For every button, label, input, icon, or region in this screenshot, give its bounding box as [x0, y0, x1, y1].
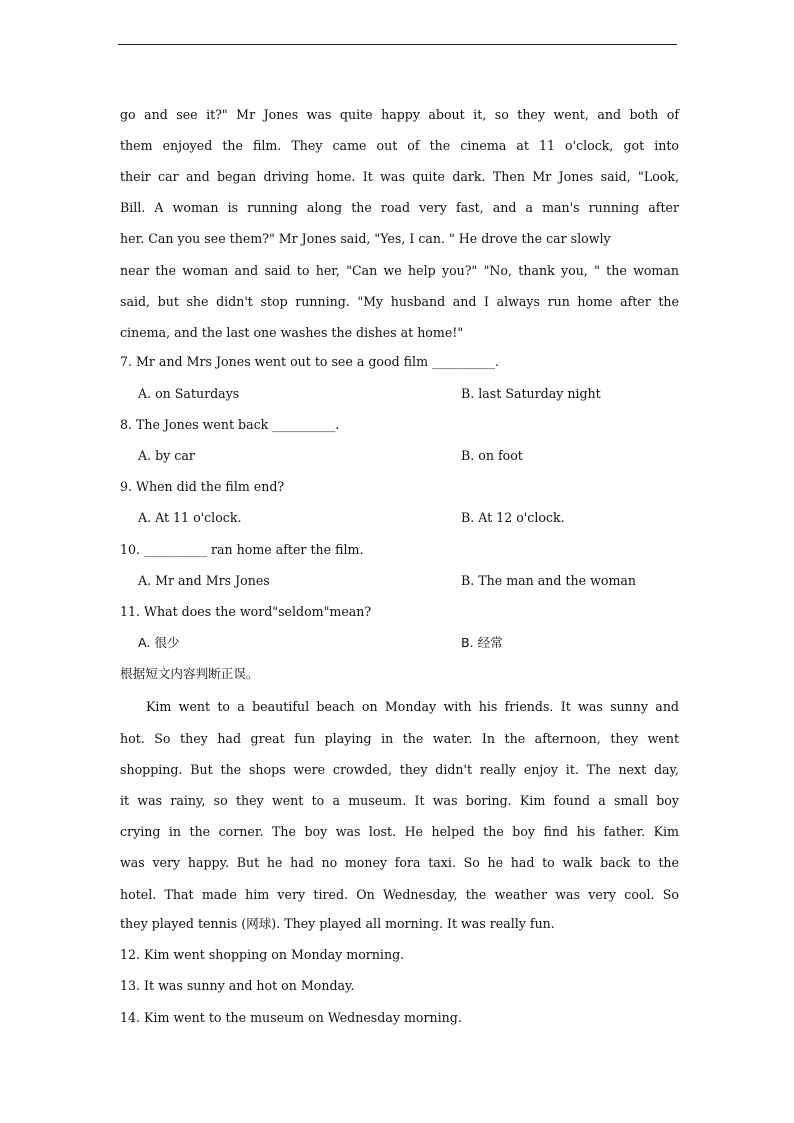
passage-line: their car and began driving home. It was quite dark. Then Mr Jones said, "Look, — [120, 169, 679, 184]
question-stem: 11. What does the word"seldom"mean? — [120, 604, 372, 619]
passage-line: them enjoyed the film. They came out of the cinema at 11 o'clock, got into — [120, 138, 679, 153]
option-b: B. on foot — [461, 448, 523, 463]
statement: 14. Kim went to the museum on Wednesday morning. — [120, 1010, 462, 1025]
option-b: B. At 12 o'clock. — [461, 510, 565, 525]
option-a: A. 很少 — [138, 635, 180, 650]
passage-line: crying in the corner. The boy was lost. He helped the boy find his father. Kim — [120, 824, 679, 839]
passage-line: it was rainy, so they went to a museum. It was boring. Kim found a small boy — [120, 793, 679, 808]
option-b: B. 经常 — [461, 635, 503, 650]
passage-line: hotel. That made him very tired. On Wednesday, the weather was very cool. So — [120, 887, 679, 902]
statement: 13. It was sunny and hot on Monday. — [120, 978, 355, 993]
passage-line: her. Can you see them?" Mr Jones said, "Yes, I can. " He drove the car slowly — [120, 231, 611, 246]
question-stem: 7. Mr and Mrs Jones went out to see a good film __________. — [120, 354, 499, 369]
passage-line: shopping. But the shops were crowded, they didn't really enjoy it. The next day, — [120, 762, 679, 777]
option-a: A. by car — [138, 448, 195, 463]
passage-line: said, but she didn't stop running. "My husband and I always run home after the — [120, 294, 679, 309]
passage-line: Kim went to a beautiful beach on Monday with his friends. It was sunny and — [146, 699, 679, 714]
question-stem: 8. The Jones went back __________. — [120, 417, 340, 432]
statement: 12. Kim went shopping on Monday morning. — [120, 947, 405, 962]
question-stem: 9. When did the film end? — [120, 479, 285, 494]
passage-line: cinema, and the last one washes the dishes at home!" — [120, 325, 464, 340]
header-rule — [118, 44, 677, 45]
passage-line: they played tennis (网球). They played all morning. It was really fun. — [120, 916, 555, 931]
passage-line: was very happy. But he had no money fora taxi. So he had to walk back to the — [120, 855, 679, 870]
question-stem: 10. __________ ran home after the film. — [120, 542, 364, 557]
option-b: B. last Saturday night — [461, 386, 601, 401]
passage-line: Bill. A woman is running along the road very fast, and a man's running after — [120, 200, 679, 215]
option-a: A. At 11 o'clock. — [138, 510, 242, 525]
passage-line: go and see it?" Mr Jones was quite happy about it, so they went, and both of — [120, 107, 679, 122]
passage-line: hot. So they had great fun playing in the water. In the afternoon, they went — [120, 731, 679, 746]
option-b: B. The man and the woman — [461, 573, 637, 588]
option-a: A. on Saturdays — [138, 386, 240, 401]
section-instruction: 根据短文内容判断正误。 — [120, 666, 259, 681]
option-a: A. Mr and Mrs Jones — [138, 573, 270, 588]
passage-line: near the woman and said to her, "Can we help you?" "No, thank you, " the woman — [120, 263, 679, 278]
